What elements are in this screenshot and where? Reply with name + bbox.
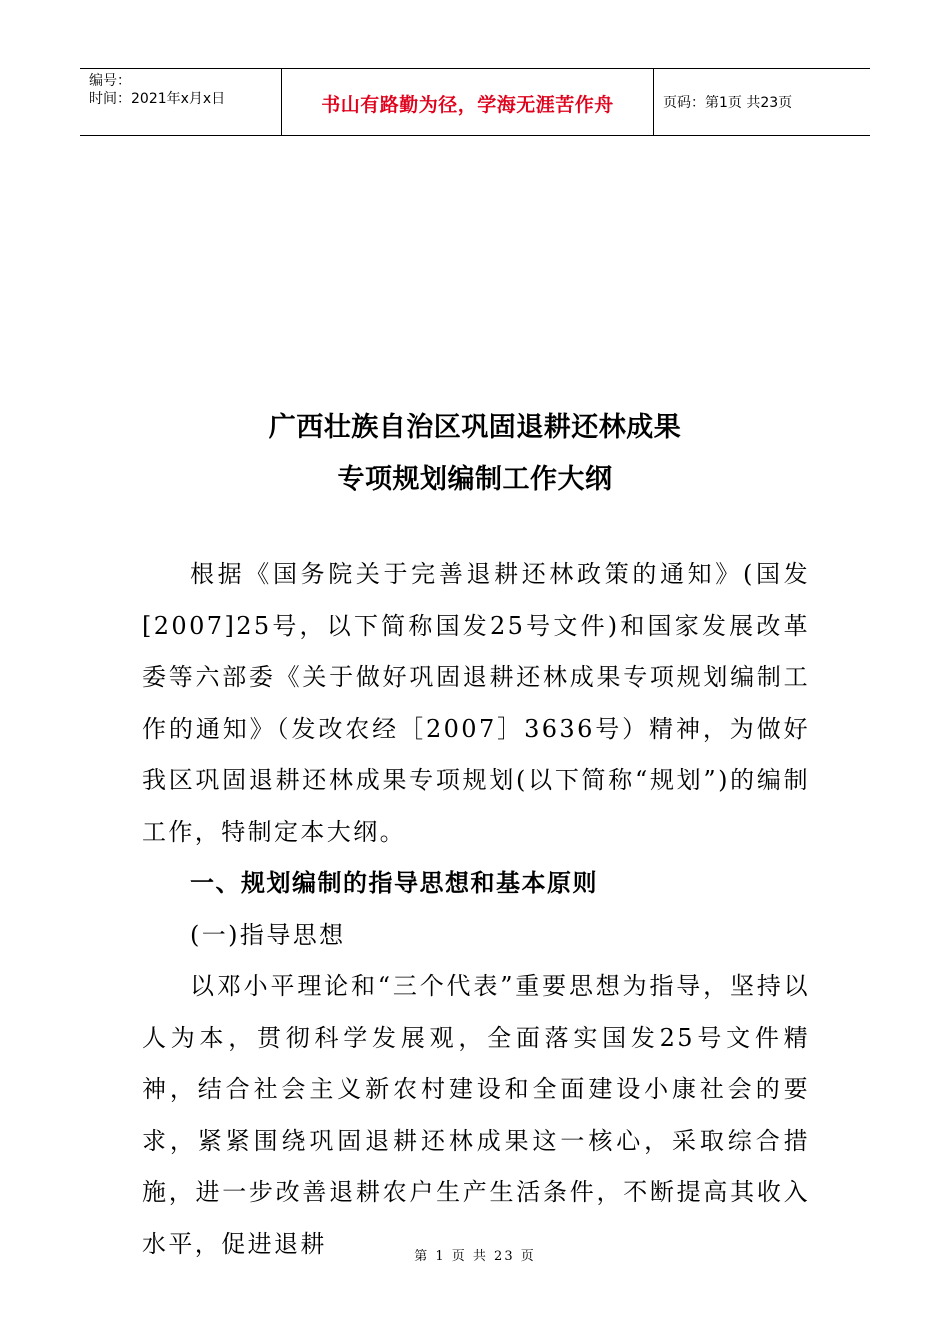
- header-table: [80, 68, 870, 136]
- document-body: [142, 549, 810, 1270]
- document-date: 时间：2021年x月x日: [89, 91, 226, 107]
- header-motto-cell: [282, 69, 654, 135]
- header-motto: 书山有路勤为径，学海无涯苦作舟: [321, 93, 614, 116]
- document-title-line-2: 专项规划编制工作大纲: [337, 464, 613, 495]
- subsection-heading: (一)指导思想: [190, 920, 346, 949]
- header-page-cell: [654, 69, 870, 135]
- document-number-label: 编号：: [89, 73, 131, 89]
- document-title-line-1: 广西壮族自治区巩固退耕还林成果: [268, 412, 682, 443]
- paragraph-intro: 根据《国务院关于完善退耕还林政策的通知》(国发[2007]25号，以下简称国发25号文件)和国家发展改革委等六部委《关于做好巩固退耕还林成果专项规划编制工作的通知》（发改农经［2007］3636号）精神，为做好我区巩固退耕还林成果专项规划(以下简称“规划”)的编制工作，特制定本大纲。: [142, 560, 810, 846]
- paragraph-guiding-thought: 以邓小平理论和“三个代表”重要思想为指导，坚持以人为本，贯彻科学发展观，全面落实国发25号文件精神，结合社会主义新农村建设和全面建设小康社会的要求，紧紧围绕巩固退耕还林成果这一核心，采取综合措施，进一步改善退耕农户生产生活条件，不断提高其收入水平，促进退耕: [142, 972, 810, 1258]
- section-heading: 一、规划编制的指导思想和基本原则: [190, 869, 598, 897]
- header-page-info: 页码：第1页 共23页: [663, 95, 793, 111]
- page-footer: 第 1 页 共 23 页: [414, 1249, 536, 1264]
- header-meta-cell: [80, 69, 282, 135]
